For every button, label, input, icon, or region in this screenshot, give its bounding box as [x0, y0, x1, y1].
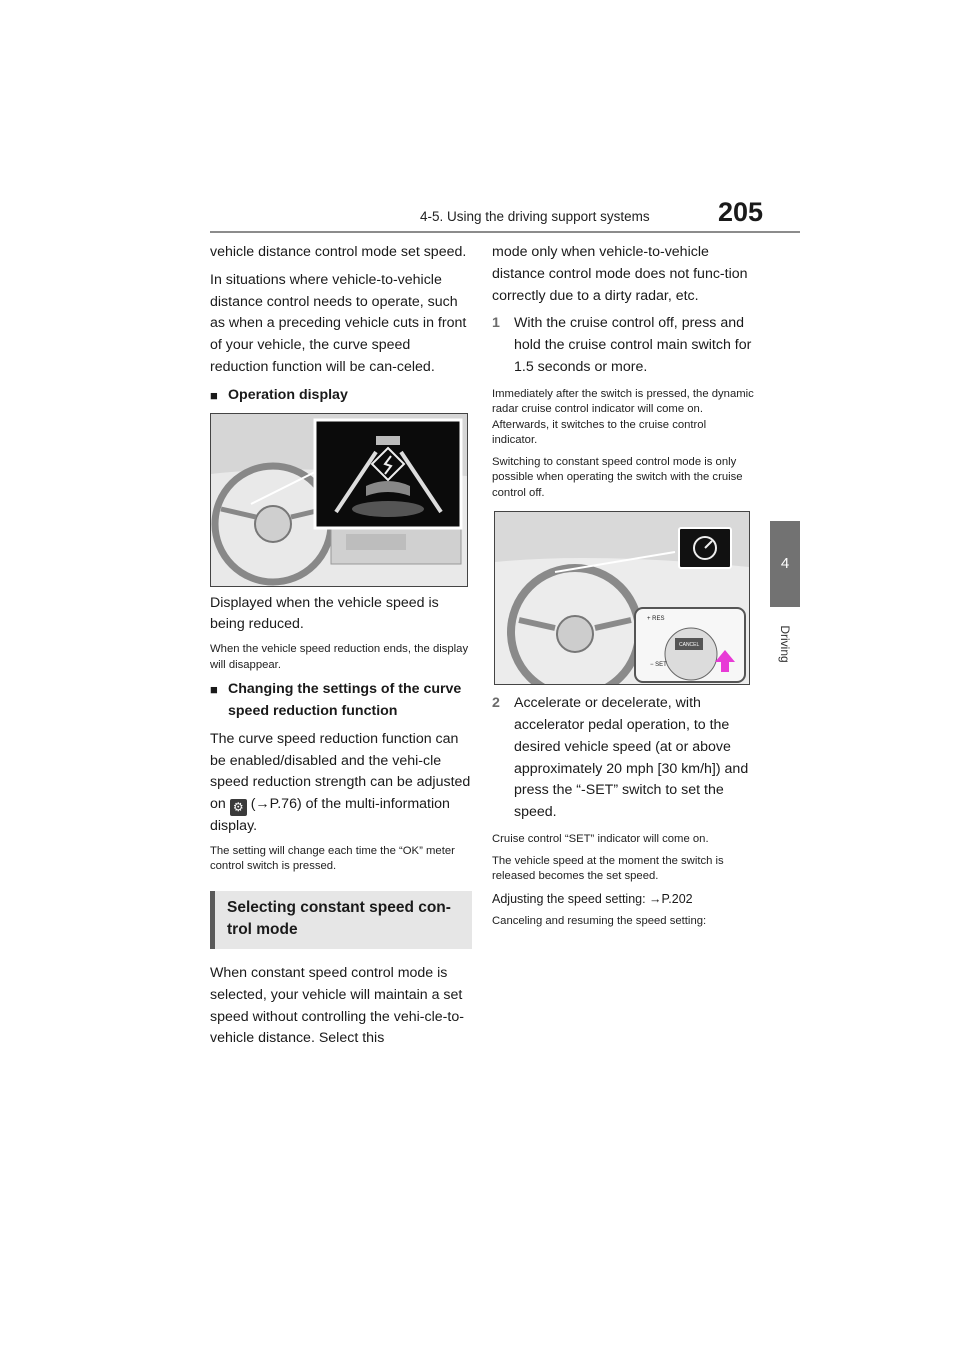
- left-paragraph-3: [210, 729, 472, 838]
- gear-icon: ⚙: [230, 799, 247, 816]
- operation-display-illustration: [210, 413, 468, 587]
- left-paragraph-2: In situations where vehicle-to-vehicle distance control needs to operate, such as when a preceding vehicle cuts in front of your vehicle, the curve speed reduction function will be can-celed.: [210, 271, 467, 375]
- steering-wheel-illustration: [495, 512, 749, 684]
- subheading-text: Operation display: [228, 386, 348, 403]
- right-note-3: Cruise control “SET” indicator will come on.: [492, 833, 709, 846]
- section-heading-constant-speed: Selecting constant speed con-trol mode: [210, 891, 472, 949]
- left-paragraph-4: When constant speed control mode is selected, your vehicle will maintain a set speed without controlling the vehi-cle-to-vehicle distance. Select this: [210, 964, 464, 1047]
- dashboard-illustration: [211, 414, 467, 586]
- cancel-switch-label: CANCEL: [679, 642, 700, 649]
- settings-note: The setting will change each time the “OK” meter control switch is pressed.: [210, 844, 455, 873]
- step-number: 1: [492, 315, 500, 332]
- step-number: 2: [492, 695, 500, 712]
- chapter-label: [771, 614, 799, 674]
- right-note-2: Switching to constant speed control mode is only possible when operating the switch with the cruise control off.: [492, 455, 743, 499]
- paragraph-3-after: (→P.76) of the multi-information display.: [210, 796, 450, 835]
- operation-display-caption: Displayed when the vehicle speed is being reduced.: [210, 594, 439, 633]
- header-section-title: 4-5. Using the driving support systems: [420, 209, 650, 224]
- subheading-operation-display: [210, 385, 472, 407]
- right-note-4: The vehicle speed at the moment the switch is released becomes the set speed.: [492, 854, 724, 883]
- square-bullet-icon: ■: [210, 682, 218, 698]
- left-column: [210, 242, 472, 1056]
- subheading-changing-settings: [210, 679, 472, 723]
- res-switch-label: + RES: [647, 616, 665, 623]
- right-note-5: Adjusting the speed setting: →P.202: [492, 891, 693, 906]
- paragraph-3-before: The curve speed reduction function can be enabled/disabled and the vehi-cle speed reduction strength can be adjusted on: [210, 730, 471, 813]
- step-text: With the cruise control off, press and hold the cruise control main switch for 1.5 seconds or more.: [514, 315, 752, 375]
- right-paragraph-1: mode only when vehicle-to-vehicle distance control mode does not func-tion correctly due to a dirty radar, etc.: [492, 244, 748, 304]
- chapter-tab: 4: [770, 521, 800, 607]
- left-paragraph-1: vehicle distance control mode set speed.: [210, 244, 467, 260]
- operation-display-note: When the vehicle speed reduction ends, the display will disappear.: [210, 643, 469, 671]
- steering-switch-illustration: [494, 511, 750, 685]
- page-number: 205: [718, 197, 764, 227]
- right-note-6: Canceling and resuming the speed setting:: [492, 914, 707, 927]
- step-text: Accelerate or decelerate, with accelerator pedal operation, to the desired vehicle speed (at or above approximately 20 mph [30 km/h]) and press the “-SET” switch to set the speed.: [514, 695, 749, 821]
- chapter-label-text: Driving: [778, 625, 792, 663]
- set-switch-label: − SET: [650, 662, 667, 669]
- right-column: [492, 242, 754, 935]
- right-note-1: Immediately after the switch is pressed, the dynamic radar cruise control indicator will come on. Afterwards, it switches to the cruise control indicator.: [492, 387, 754, 447]
- step-2: [492, 693, 754, 824]
- subheading-text: Changing the settings of the curve speed reduction function: [228, 681, 462, 719]
- step-1: [492, 313, 754, 378]
- header-rule: [210, 231, 800, 233]
- square-bullet-icon: ■: [210, 387, 218, 403]
